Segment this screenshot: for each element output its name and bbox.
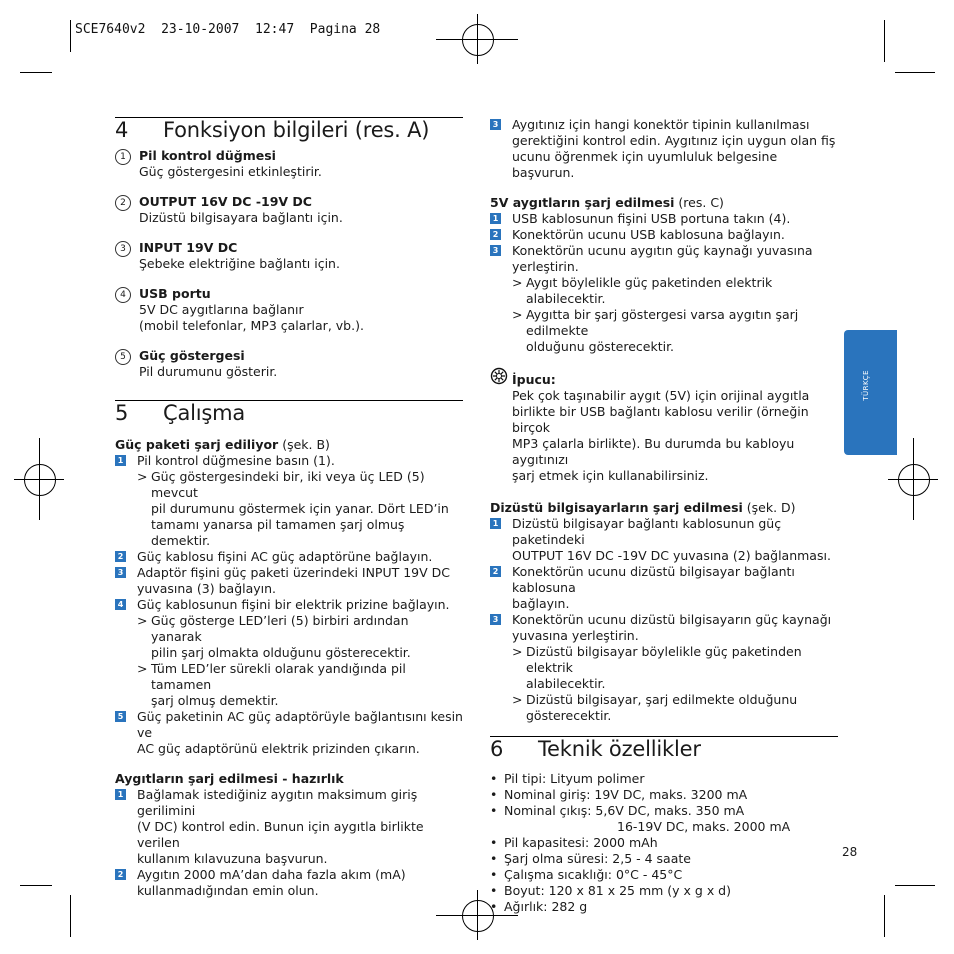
- step: [490, 516, 838, 564]
- step-list: [115, 787, 463, 899]
- function-item: [115, 240, 463, 272]
- figure-ref: (res. C): [674, 195, 724, 210]
- spec-item: • Boyut: 120 x 81 x 25 mm (y x g x d): [490, 883, 731, 898]
- spec-continuation: 16-19V DC, maks. 2000 mA: [617, 819, 791, 834]
- spec-text: Pil tipi: Lityum polimer: [504, 771, 645, 786]
- function-item: [115, 348, 463, 380]
- spec-text: Şarj olma süresi: 2,5 - 4 saate: [504, 851, 691, 866]
- function-title: Pil kontrol düğmesi: [139, 148, 276, 163]
- step-result-line: alabilecektir.: [526, 676, 606, 691]
- section-title: Çalışma: [163, 401, 246, 425]
- item-number-circle: 4: [115, 287, 131, 303]
- page-number: 28: [842, 845, 858, 859]
- figure-ref: (şek. D): [742, 500, 796, 515]
- language-tab: [844, 330, 897, 455]
- step-result-line: tamamı yanarsa pil tamamen şarj olmuş demektir.: [151, 517, 405, 548]
- step-result-line: Aygıt böylelikle güç paketinden elektrik alabilecektir.: [526, 275, 773, 306]
- crop-mark: [884, 895, 885, 937]
- step-result-line: şarj olmuş demektir.: [151, 693, 279, 708]
- step-number-badge: 1: [490, 518, 501, 529]
- step-result: > Aygıt böylelikle güç paketinden elektrik alabilecektir.: [490, 275, 838, 307]
- section-title: Fonksiyon bilgileri (res. A): [163, 118, 430, 142]
- function-title: USB portu: [139, 286, 211, 301]
- crop-mark: [884, 20, 885, 62]
- step-result: > Tüm LED’ler sürekli olarak yandığında pil tamamen şarj olmuş demektir.: [115, 661, 463, 709]
- crop-mark: [70, 20, 71, 52]
- function-title: Güç göstergesi: [139, 348, 245, 363]
- function-desc: Dizüstü bilgisayara bağlantı için.: [139, 210, 343, 225]
- step-result-line: Dizüstü bilgisayar, şarj edilmekte olduğunu: [526, 692, 798, 707]
- step-text: Adaptör fişini güç paketi üzerindeki INPUT 19V DC: [137, 565, 451, 580]
- tip-text: şarj etmek için kullanabilirsiniz.: [512, 468, 709, 483]
- section-number: 6: [490, 737, 504, 761]
- step: [490, 564, 838, 612]
- step: [490, 211, 838, 227]
- step: [115, 453, 463, 469]
- step: [115, 597, 463, 613]
- step-text: Aygıtın 2000 mA’dan daha fazla akım (mA): [137, 867, 406, 882]
- step: [115, 565, 463, 597]
- function-list: [115, 148, 463, 380]
- step-text: yuvasına (3) bağlayın.: [137, 581, 277, 596]
- step-result-line: gösterecektir.: [526, 708, 612, 723]
- step-list: [115, 453, 463, 757]
- tip-text: Pek çok taşınabilir aygıt (5V) için orijinal aygıtla: [512, 388, 810, 403]
- step-result: > Dizüstü bilgisayar, şarj edilmekte olduğunu gösterecektir.: [512, 692, 798, 723]
- step-result-line: Dizüstü bilgisayar böylelikle güç paketinden elektrik: [526, 644, 802, 675]
- step-number-badge: 1: [115, 455, 126, 466]
- spec-item: • Nominal giriş: 19V DC, maks. 3200 mA: [490, 787, 748, 802]
- tip-block: [490, 369, 838, 484]
- tip-title: İpucu:: [512, 372, 556, 387]
- step-text: gerektiğini kontrol edin. Aygıtınız için uygun olan fiş: [512, 133, 836, 148]
- step-number-badge: 4: [115, 599, 126, 610]
- section-number: 4: [115, 118, 129, 142]
- step-result-line: Güç gösterge LED’leri (5) birbiri ardından yanarak: [151, 613, 409, 644]
- spec-item: • Şarj olma süresi: 2,5 - 4 saate: [490, 851, 691, 866]
- step-result-line: Güç göstergesindeki bir, iki veya üç LED (5) mevcut: [151, 469, 425, 500]
- crop-mark: [895, 885, 935, 886]
- step-number-badge: 2: [115, 551, 126, 562]
- section-number: 5: [115, 401, 129, 425]
- step-text: Güç kablosu fişini AC güç adaptörüne bağlayın.: [137, 549, 433, 564]
- step-text: Bağlamak istediğiniz aygıtın maksimum giriş gerilimini: [137, 787, 418, 818]
- step-result: > Dizüstü bilgisayar böylelikle güç paketinden elektrik alabilecektir.: [490, 644, 838, 692]
- step-number-badge: 3: [490, 245, 501, 256]
- step-text: Pil kontrol düğmesine basın (1).: [137, 453, 335, 468]
- step-number-badge: 1: [115, 789, 126, 800]
- step-number-badge: 1: [490, 213, 501, 224]
- block-title: [490, 195, 838, 211]
- function-desc: Şebeke elektriğine bağlantı için.: [139, 256, 340, 271]
- step-result-line: Tüm LED’ler sürekli olarak yandığında pil tamamen: [151, 661, 406, 692]
- section-5-heading: [115, 400, 463, 425]
- step-result-line: pilin şarj olmakta olduğunu gösterecektir.: [151, 645, 411, 660]
- spec-text: Boyut: 120 x 81 x 25 mm (y x g x d): [504, 883, 731, 898]
- tip-icon: [490, 367, 508, 385]
- function-item: [115, 194, 463, 226]
- crop-mark: [20, 885, 52, 886]
- step: [490, 243, 838, 275]
- spec-item: • Nominal çıkış: 5,6V DC, maks. 350 mA: [490, 803, 745, 818]
- step: [490, 612, 838, 644]
- block-title: [490, 500, 838, 516]
- block-title-text: 5V aygıtların şarj edilmesi: [490, 195, 675, 210]
- step-text: OUTPUT 16V DC -19V DC yuvasına (2) bağlanması.: [512, 548, 831, 563]
- step-text: Güç paketinin AC güç adaptörüyle bağlantısını kesin ve: [137, 709, 463, 740]
- step-result-line: pil durumunu göstermek için yanar. Dört LED’in: [151, 501, 449, 516]
- section-6-heading: [490, 736, 838, 761]
- step-number-badge: 2: [490, 566, 501, 577]
- step-text: kullanım kılavuzuna başvurun.: [137, 851, 328, 866]
- step-text: yerleştirin.: [512, 259, 579, 274]
- section-4-heading: [115, 117, 463, 142]
- print-header: SCE7640v2 23-10-2007 12:47 Pagina 28: [75, 22, 381, 37]
- step-text: Konektörün ucunu aygıtın güç kaynağı yuvasına: [512, 243, 813, 258]
- crop-mark: [20, 72, 52, 73]
- function-desc: 5V DC aygıtlarına bağlanır: [139, 302, 304, 317]
- step-text: Konektörün ucunu dizüstü bilgisayarın güç kaynağı: [512, 612, 832, 627]
- step-text: Konektörün ucunu USB kablosuna bağlayın.: [512, 227, 785, 242]
- spec-text: Ağırlık: 282 g: [504, 899, 588, 914]
- step-text: (V DC) kontrol edin. Bunun için aygıtla birlikte verilen: [137, 819, 424, 850]
- item-number-circle: 3: [115, 241, 131, 257]
- step-list: [490, 211, 838, 355]
- block-title: [115, 437, 463, 453]
- spec-text: Çalışma sıcaklığı: 0°C - 45°C: [504, 867, 683, 882]
- function-item: [115, 286, 463, 334]
- step-text: Güç kablosunun fişini bir elektrik prizine bağlayın.: [137, 597, 450, 612]
- function-title: OUTPUT 16V DC -19V DC: [139, 194, 312, 209]
- step: [490, 117, 838, 181]
- function-desc: Pil durumunu gösterir.: [139, 364, 278, 379]
- crop-mark: [70, 895, 71, 937]
- step-text: bağlayın.: [512, 596, 570, 611]
- step-text: ucunu öğrenmek için uyumluluk belgesine başvurun.: [512, 149, 778, 180]
- function-desc: (mobil telefonlar, MP3 çalarlar, vb.).: [139, 318, 364, 333]
- step-result: > Aygıtta bir şarj göstergesi varsa aygıtın şarj edilmekte olduğunu gösterecektir.: [490, 307, 838, 355]
- function-title: INPUT 19V DC: [139, 240, 238, 255]
- language-tab-label: TÜRKÇE: [862, 370, 870, 401]
- block-title: Aygıtların şarj edilmesi - hazırlık: [115, 771, 344, 786]
- step: [115, 787, 463, 867]
- step: [115, 709, 463, 757]
- step-number-badge: 2: [490, 229, 501, 240]
- step-number-badge: 3: [115, 567, 126, 578]
- figure-ref: (şek. B): [278, 437, 330, 452]
- step-result-line: olduğunu gösterecektir.: [526, 339, 675, 354]
- step-text: USB kablosunun fişini USB portuna takın (4).: [512, 211, 791, 226]
- step-number-badge: 3: [490, 119, 501, 130]
- function-item: [115, 148, 463, 180]
- step-result-line: Aygıtta bir şarj göstergesi varsa aygıtın şarj edilmekte: [526, 307, 799, 338]
- right-column: [490, 117, 838, 915]
- tip-text: MP3 çalarla birlikte). Bu durumda bu kabloyu aygıtınızı: [512, 436, 795, 467]
- tip-text: birlikte bir USB bağlantı kablosu verilir (örneğin birçok: [512, 404, 809, 435]
- spec-list: [490, 771, 838, 915]
- step-text: yuvasına yerleştirin.: [512, 628, 639, 643]
- step-text: Aygıtınız için hangi konektör tipinin kullanılması: [512, 117, 810, 132]
- item-number-circle: 5: [115, 349, 131, 365]
- block-title-text: Güç paketi şarj ediliyor: [115, 437, 279, 452]
- block-title-text: Dizüstü bilgisayarların şarj edilmesi: [490, 500, 743, 515]
- crop-mark: [895, 72, 935, 73]
- step-number-badge: 2: [115, 869, 126, 880]
- spec-text: Pil kapasitesi: 2000 mAh: [504, 835, 658, 850]
- step-number-badge: 5: [115, 711, 126, 722]
- spec-text: Nominal çıkış: 5,6V DC, maks. 350 mA: [504, 803, 745, 818]
- spec-item: • Çalışma sıcaklığı: 0°C - 45°C: [490, 867, 683, 882]
- left-column: [115, 117, 463, 899]
- step: [115, 867, 463, 899]
- section-title: Teknik özellikler: [538, 737, 701, 761]
- step-text: AC güç adaptörünü elektrik prizinden çıkarın.: [137, 741, 420, 756]
- step-text: Dizüstü bilgisayar bağlantı kablosunun güç paketindeki: [512, 516, 782, 547]
- step-text: kullanmadığından emin olun.: [137, 883, 319, 898]
- item-number-circle: 2: [115, 195, 131, 211]
- spec-item: • Ağırlık: 282 g: [490, 899, 588, 914]
- step-result: > Güç gösterge LED’leri (5) birbiri ardından yanarak pilin şarj olmakta olduğunu gösterecektir.: [115, 613, 463, 661]
- spec-text: Nominal giriş: 19V DC, maks. 3200 mA: [504, 787, 748, 802]
- function-desc: Güç göstergesini etkinleştirir.: [139, 164, 322, 179]
- step-text: Konektörün ucunu dizüstü bilgisayar bağlantı kablosuna: [512, 564, 795, 595]
- spec-item: • Pil kapasitesi: 2000 mAh: [490, 835, 658, 850]
- item-number-circle: 1: [115, 149, 131, 165]
- step-result: > Güç göstergesindeki bir, iki veya üç LED (5) mevcut pil durumunu göstermek için yanar. Dört LED’in tamamı yanarsa pil tamamen şarj olmuş demektir.: [115, 469, 463, 549]
- spec-item: • Pil tipi: Lityum polimer: [490, 771, 645, 786]
- step: [490, 227, 838, 243]
- step-number-badge: 3: [490, 614, 501, 625]
- step: [115, 549, 463, 565]
- step-list: [490, 516, 838, 724]
